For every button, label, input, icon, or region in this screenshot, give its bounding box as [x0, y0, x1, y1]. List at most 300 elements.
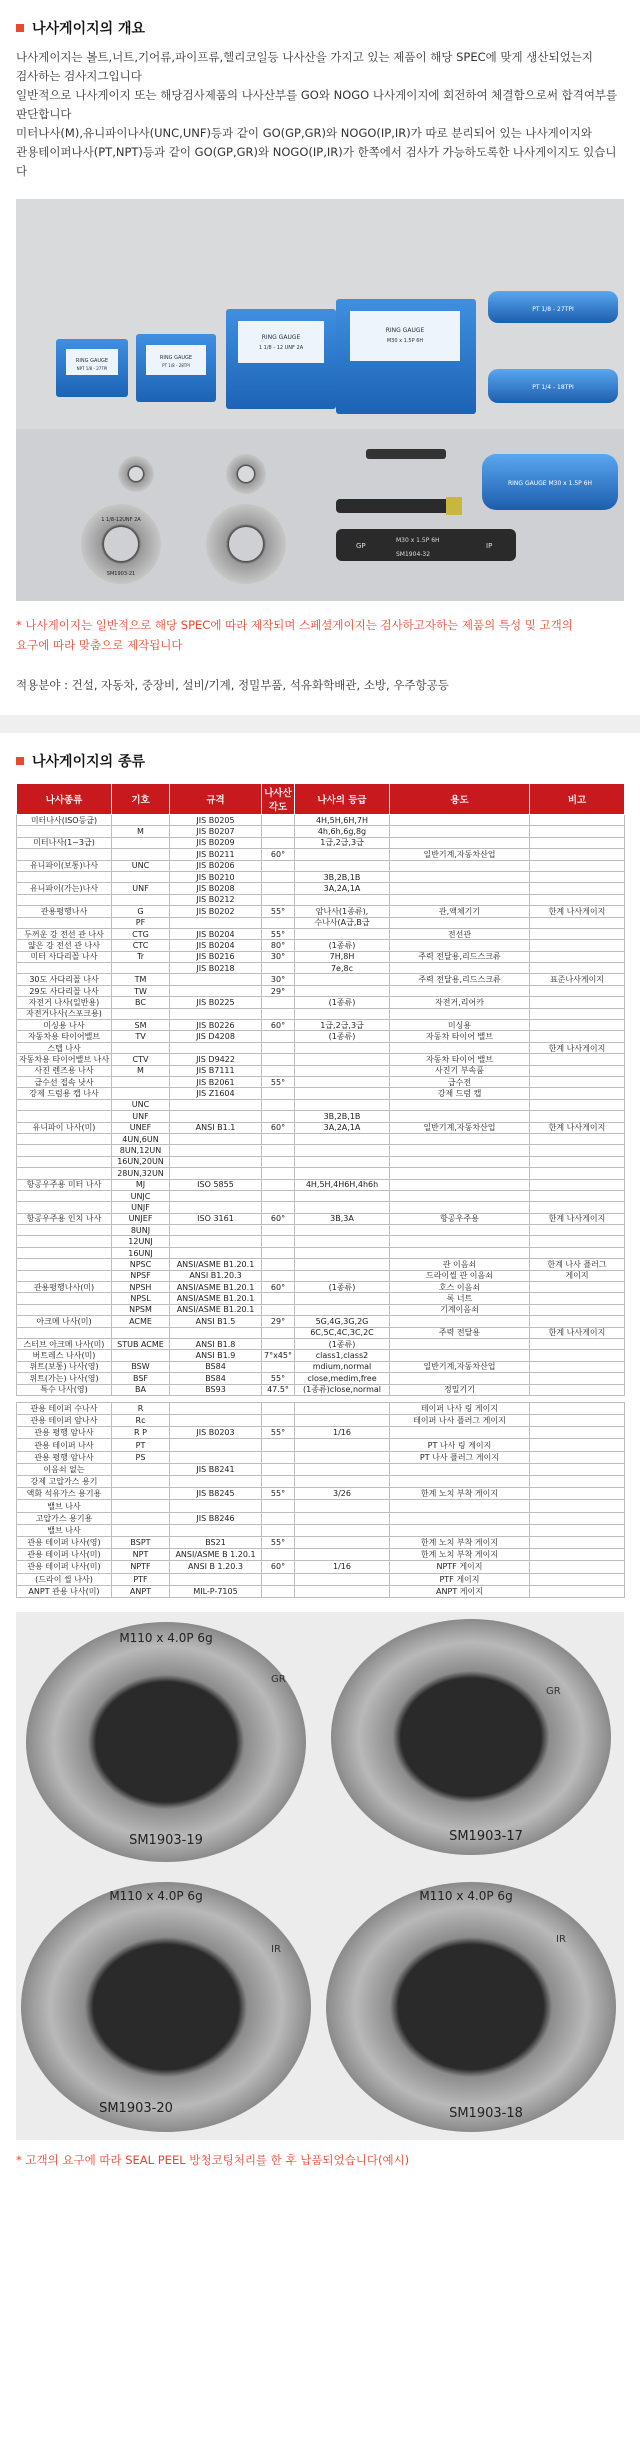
table-cell: [530, 883, 625, 894]
table-cell: 관용 테이퍼 나사(미): [17, 1561, 112, 1573]
table-cell: JIS B8246: [170, 1512, 262, 1524]
table-cell: 전선관: [390, 928, 530, 939]
table-cell: [530, 1338, 625, 1349]
box-label: RING GAUGE: [261, 334, 301, 341]
table-cell: 28UN,32UN: [112, 1168, 170, 1179]
table-row: [17, 917, 625, 928]
overview-line: 일반적으로 나사게이지 또는 해당검사제품의 나사산부를 GO와 NOGO 나사게이지에 회전하여 체결함으로써 합격여부를: [16, 88, 618, 102]
table-cell: [530, 985, 625, 996]
table-cell: [262, 1361, 295, 1372]
table-cell: [170, 1042, 262, 1053]
table-cell: [390, 917, 530, 928]
table-cell: 4H,5H,6H,7H: [295, 815, 390, 826]
table-cell: JIS B0207: [170, 826, 262, 837]
table-cell: 3B,3A: [295, 1213, 390, 1224]
table-cell: (1종류): [295, 940, 390, 951]
table-cell: [262, 1259, 295, 1270]
table-cell: [295, 1451, 390, 1463]
table-cell: [530, 1524, 625, 1536]
table-cell: 테이퍼 나사 링 게이지: [390, 1402, 530, 1414]
table-cell: 강제 드럼용 캡 나사: [17, 1088, 112, 1099]
table-cell: [262, 815, 295, 826]
table-cell: [530, 1304, 625, 1315]
table-row: [17, 1099, 625, 1110]
table-row: [17, 815, 625, 826]
table-cell: JIS B8241: [170, 1463, 262, 1475]
table-cell: NPSH: [112, 1282, 170, 1293]
table-cell: 60°: [262, 1561, 295, 1573]
table-cell: [295, 1573, 390, 1585]
table-cell: Rc: [112, 1415, 170, 1427]
table-cell: [112, 1327, 170, 1338]
table-cell: [295, 1042, 390, 1053]
table-cell: 관용 테이퍼 암나사: [17, 1415, 112, 1427]
ring-serial-label: SM1903-17: [449, 1828, 523, 1844]
table-cell: 강제 드럼 캡: [390, 1088, 530, 1099]
table-row: [17, 1213, 625, 1224]
table-cell: [530, 1561, 625, 1573]
note-line: * 나사게이지는 일반적으로 해당 SPEC에 따라 제작되며 스페셜게이지는 검사하고자하는 제품의 특성 및 고객의: [16, 618, 573, 632]
table-cell: ANSI/ASME B1.20.1: [170, 1282, 262, 1293]
table-row: [17, 940, 625, 951]
overview-title: [16, 18, 640, 38]
table-cell: 액화 석유가스 용기용: [17, 1488, 112, 1500]
table-row: [17, 1156, 625, 1167]
table-cell: [390, 815, 530, 826]
table-cell: ANSI B1.9: [170, 1350, 262, 1361]
table-cell: [390, 1236, 530, 1247]
table-cell: [390, 1008, 530, 1019]
table-cell: [390, 1476, 530, 1488]
table-cell: [530, 1361, 625, 1372]
table-cell: [295, 1524, 390, 1536]
table-row: [17, 871, 625, 882]
table-cell: [170, 1439, 262, 1451]
table-row: [17, 894, 625, 905]
table-cell: [530, 928, 625, 939]
table-cell: [530, 1179, 625, 1190]
tube-label: PT 1/4 - 18TPI: [532, 384, 574, 391]
table-cell: M: [112, 826, 170, 837]
table-cell: (1종류): [295, 1338, 390, 1349]
table-cell: [17, 1190, 112, 1201]
overview-line: 미터나사(M),유니파이나사(UNC,UNF)등과 같이 GO(GP,GR)와 NOGO(IP,IR)가 따로 분리되어 있는 나사게이지와: [16, 126, 593, 140]
table-cell: [530, 860, 625, 871]
table-cell: 3B,2B,1B: [295, 871, 390, 882]
table-cell: [17, 1236, 112, 1247]
table-cell: 미싱용 나사: [17, 1020, 112, 1031]
table-cell: [262, 1524, 295, 1536]
table-cell: ANSI B 1.20.3: [170, 1561, 262, 1573]
table-cell: [390, 1168, 530, 1179]
box-sub: NPT 1/8 - 27TPI: [76, 366, 108, 371]
table-cell: [17, 1293, 112, 1304]
table-cell: [530, 1111, 625, 1122]
table-cell: [112, 837, 170, 848]
table-cell: MJ: [112, 1179, 170, 1190]
table-cell: 주력 전달용: [390, 1327, 530, 1338]
table-cell: [170, 1236, 262, 1247]
table-cell: JIS Z1604: [170, 1088, 262, 1099]
table-cell: mdium,normal: [295, 1361, 390, 1372]
table-row: [17, 1327, 625, 1338]
table-cell: [295, 1304, 390, 1315]
table-row: [17, 849, 625, 860]
table-cell: [112, 894, 170, 905]
table-cell: STUB ACME: [112, 1338, 170, 1349]
table-row: [17, 837, 625, 848]
table-cell: JIS B0209: [170, 837, 262, 848]
table-cell: [295, 1259, 390, 1270]
table-cell: [390, 1500, 530, 1512]
table-row: [17, 860, 625, 871]
table-cell: NPSL: [112, 1293, 170, 1304]
table-cell: 관용 테이퍼 수나사: [17, 1402, 112, 1414]
table-row: [17, 1270, 625, 1281]
table-cell: UNJC: [112, 1190, 170, 1201]
table-row: [17, 826, 625, 837]
tube-label: RING GAUGE M30 x 1.5P 6H: [507, 480, 593, 487]
table-cell: 55°: [262, 1488, 295, 1500]
table-cell: 3B,2B,1B: [295, 1111, 390, 1122]
table-cell: [170, 1145, 262, 1156]
table-cell: [112, 1512, 170, 1524]
table-cell: [390, 1350, 530, 1361]
table-cell: [530, 1415, 625, 1427]
table-row: [17, 1427, 625, 1439]
table-cell: Tr: [112, 951, 170, 962]
note-line: 요구에 따라 맞춤으로 제작됩니다: [16, 638, 183, 652]
table-cell: 29도 사다리꼴 나사: [17, 985, 112, 996]
table-cell: JIS B0210: [170, 871, 262, 882]
table-cell: [170, 1190, 262, 1201]
table-cell: PS: [112, 1451, 170, 1463]
table-cell: [390, 1463, 530, 1475]
table-cell: [262, 917, 295, 928]
table-header-cell: 나사의 등급: [295, 784, 390, 815]
table-cell: [295, 1065, 390, 1076]
section-divider: [0, 715, 640, 733]
table-cell: [530, 963, 625, 974]
table-cell: [262, 1451, 295, 1463]
table-cell: [295, 1133, 390, 1144]
table-cell: [390, 1316, 530, 1327]
table-cell: 관용 테이퍼 나사(영): [17, 1536, 112, 1548]
table-cell: [530, 1247, 625, 1258]
table-cell: JIS B2061: [170, 1076, 262, 1087]
table-cell: [530, 1573, 625, 1585]
table-row: [17, 1384, 625, 1395]
table-cell: [262, 963, 295, 974]
table-cell: 한계 나사게이지: [530, 906, 625, 917]
table-cell: [295, 1076, 390, 1087]
table-cell: 스텝 나사: [17, 1042, 112, 1053]
table-cell: [17, 1247, 112, 1258]
table-row: [17, 1076, 625, 1087]
table-cell: [170, 1500, 262, 1512]
table-cell: [262, 1088, 295, 1099]
table-cell: 7°x45°: [262, 1350, 295, 1361]
table-cell: [170, 974, 262, 985]
table-row: [17, 1008, 625, 1019]
table-cell: 30도 사다리꼴 나사: [17, 974, 112, 985]
table-cell: [112, 1042, 170, 1053]
table-cell: ANPT 게이지: [390, 1585, 530, 1597]
table-row: [17, 951, 625, 962]
table-cell: [530, 1476, 625, 1488]
table-cell: [530, 826, 625, 837]
table-cell: [530, 1076, 625, 1087]
table-cell: [262, 837, 295, 848]
table-cell: 사진 렌즈용 나사: [17, 1065, 112, 1076]
table-cell: [17, 1145, 112, 1156]
table-cell: UNC: [112, 1099, 170, 1110]
table-row: [17, 1573, 625, 1585]
table-row: [17, 1524, 625, 1536]
table-cell: [262, 883, 295, 894]
table-cell: ACME: [112, 1316, 170, 1327]
table-cell: [530, 1190, 625, 1201]
table-cell: 급수선 접속 낫사: [17, 1076, 112, 1087]
table-cell: M: [112, 1065, 170, 1076]
table-cell: [112, 963, 170, 974]
table-cell: [295, 1156, 390, 1167]
tube-label: PT 1/8 - 27TPI: [532, 306, 574, 313]
table-cell: 밸브 나사: [17, 1500, 112, 1512]
table-cell: [112, 849, 170, 860]
table-cell: 47.5°: [262, 1384, 295, 1395]
table-row: [17, 1402, 625, 1414]
table-cell: close,medim,free: [295, 1373, 390, 1384]
table-cell: ANSI B1.8: [170, 1338, 262, 1349]
table-cell: [262, 1402, 295, 1414]
table-cell: [530, 1020, 625, 1031]
table-cell: ANSI/ASME B1.20.1: [170, 1293, 262, 1304]
table-cell: [390, 1190, 530, 1201]
product-photo-gauges: [16, 199, 624, 601]
table-body-taper: [17, 1402, 625, 1597]
ring-photo-svg: [16, 1612, 624, 2140]
table-cell: 일반기계,자동차산업: [390, 1122, 530, 1133]
table-cell: [390, 1524, 530, 1536]
table-row: [17, 1247, 625, 1258]
table-cell: [390, 1156, 530, 1167]
table-cell: BSW: [112, 1361, 170, 1372]
table-cell: [530, 1054, 625, 1065]
table-cell: [390, 1512, 530, 1524]
table-cell: 아크메 나사(미): [17, 1316, 112, 1327]
table-cell: [295, 1145, 390, 1156]
table-cell: PT 나사 링 게이지: [390, 1439, 530, 1451]
box-sub: 1 1/8 - 12 UNF 2A: [258, 345, 304, 351]
ring-side-label: GR: [546, 1685, 561, 1697]
table-row: [17, 1225, 625, 1236]
table-cell: [295, 849, 390, 860]
table-cell: [530, 1293, 625, 1304]
plug-label: M30 x 1.5P 6H: [396, 537, 440, 544]
table-cell: [262, 1031, 295, 1042]
table-cell: 6C,5C,4C,3C,2C: [295, 1327, 390, 1338]
table-cell: TW: [112, 985, 170, 996]
table-row: [17, 1168, 625, 1179]
table-row: [17, 1463, 625, 1475]
table-cell: 미터나사(ISO등급): [17, 815, 112, 826]
table-cell: R P: [112, 1427, 170, 1439]
table-cell: BS84: [170, 1361, 262, 1372]
table-row: [17, 1202, 625, 1213]
table-cell: 한계 노치 부착 게이지: [390, 1536, 530, 1548]
table-cell: BS84: [170, 1373, 262, 1384]
table-cell: [17, 1133, 112, 1144]
table-row: [17, 1190, 625, 1201]
table-cell: NPSM: [112, 1304, 170, 1315]
table-cell: ANSI B1.20.3: [170, 1270, 262, 1281]
table-cell: [170, 985, 262, 996]
table-cell: [262, 1304, 295, 1315]
table-row: [17, 1500, 625, 1512]
table-cell: [530, 1451, 625, 1463]
table-cell: 유니파이(보통)나사: [17, 860, 112, 871]
table-cell: ANPT 관용 나사(미): [17, 1585, 112, 1597]
table-cell: [262, 1439, 295, 1451]
table-cell: BSF: [112, 1373, 170, 1384]
table-cell: [295, 894, 390, 905]
table-cell: [295, 1439, 390, 1451]
table-row: [17, 1549, 625, 1561]
table-cell: JIS B0202: [170, 906, 262, 917]
table-cell: 한계 나사게이지: [530, 1327, 625, 1338]
table-cell: [530, 1168, 625, 1179]
table-cell: 60°: [262, 1282, 295, 1293]
table-cell: [262, 860, 295, 871]
table-cell: [530, 997, 625, 1008]
table-cell: [390, 826, 530, 837]
table-cell: [390, 963, 530, 974]
table-row: [17, 1020, 625, 1031]
table-cell: [262, 1145, 295, 1156]
ring-serial-label: SM1903-18: [449, 2105, 523, 2121]
table-cell: 일반기계,자동차산업: [390, 849, 530, 860]
table-row: [17, 883, 625, 894]
ring-spec-label: M110 x 4.0P 6g: [119, 1630, 213, 1645]
table-cell: [295, 1415, 390, 1427]
table-row: [17, 1122, 625, 1133]
table-cell: JIS B0226: [170, 1020, 262, 1031]
table-cell: 사진기 부속품: [390, 1065, 530, 1076]
table-cell: [262, 1133, 295, 1144]
table-cell: 이음쇠 없는: [17, 1463, 112, 1475]
table-cell: [112, 1463, 170, 1475]
table-cell: JIS B0212: [170, 894, 262, 905]
table-cell: 한계 나사게이지: [530, 1213, 625, 1224]
applications-text: 적용분야 : 건설, 자동차, 중장비, 설비/기계, 정밀부품, 석유화학배관, 소방, 우주항공등: [16, 678, 449, 692]
table-row: [17, 1536, 625, 1548]
table-cell: [390, 1133, 530, 1144]
ring-gauge-2: [331, 1619, 611, 1855]
table-cell: ANSI/ASME B1.20.1: [170, 1259, 262, 1270]
table-cell: [295, 1088, 390, 1099]
table-cell: [295, 1168, 390, 1179]
table-cell: [262, 1099, 295, 1110]
table-cell: [390, 883, 530, 894]
table-cell: [530, 1350, 625, 1361]
table-row: [17, 1282, 625, 1293]
table-body-main: [17, 815, 625, 1100]
table-cell: 80°: [262, 940, 295, 951]
product-photo-svg: [16, 199, 624, 601]
table-row: [17, 1179, 625, 1190]
table-cell: [17, 1099, 112, 1110]
table-header-cell: 용도: [390, 784, 530, 815]
table-cell: PF: [112, 917, 170, 928]
table-cell: [295, 1536, 390, 1548]
taper-table: [16, 1402, 625, 1598]
table-cell: CTC: [112, 940, 170, 951]
table-row: [17, 1451, 625, 1463]
table-cell: 8UNJ: [112, 1225, 170, 1236]
bullet-square-icon: [16, 24, 24, 32]
table-cell: 자전거나사(스포크용): [17, 1008, 112, 1019]
table-row: [17, 1512, 625, 1524]
table-cell: 한계 나사게이지: [530, 1122, 625, 1133]
table-row: [17, 1031, 625, 1042]
table-cell: BS21: [170, 1536, 262, 1548]
table-cell: 7H,8H: [295, 951, 390, 962]
table-cell: [530, 1202, 625, 1213]
table-cell: [390, 871, 530, 882]
table-cell: [530, 894, 625, 905]
table-cell: 29°: [262, 985, 295, 996]
table-cell: [390, 1099, 530, 1110]
table-cell: PT: [112, 1439, 170, 1451]
table-cell: [17, 1304, 112, 1315]
table-cell: [530, 1549, 625, 1561]
table-cell: 강제 고압가스 용기: [17, 1476, 112, 1488]
table-cell: [390, 837, 530, 848]
table-cell: 게이지: [530, 1270, 625, 1281]
ring-label: SM1903-21: [106, 571, 136, 577]
table-row: [17, 1476, 625, 1488]
table-cell: UNF: [112, 883, 170, 894]
table-cell: [17, 849, 112, 860]
table-cell: 록 너트: [390, 1293, 530, 1304]
table-cell: [262, 1247, 295, 1258]
table-cell: 1/16: [295, 1427, 390, 1439]
table-cell: NPSF: [112, 1270, 170, 1281]
table-row: [17, 1145, 625, 1156]
table-cell: [530, 1225, 625, 1236]
thread-types-table: [16, 783, 625, 1396]
table-cell: 얇은 강 전선 관 나사: [17, 940, 112, 951]
table-cell: JIS B7111: [170, 1065, 262, 1076]
ring-spec-label: M110 x 4.0P 6g: [419, 1888, 513, 1903]
table-cell: 암나사(1종류),: [295, 906, 390, 917]
table-cell: [170, 1168, 262, 1179]
table-cell: JIS B0208: [170, 883, 262, 894]
table-cell: [295, 1225, 390, 1236]
table-cell: [170, 917, 262, 928]
table-row: [17, 1293, 625, 1304]
table-row: [17, 1259, 625, 1270]
table-cell: [17, 1225, 112, 1236]
table-cell: [17, 894, 112, 905]
table-row: [17, 974, 625, 985]
table-row: [17, 1304, 625, 1315]
table-cell: [262, 1463, 295, 1475]
table-cell: [112, 1076, 170, 1087]
table-cell: [17, 1156, 112, 1167]
table-cell: 한계 노치 부착 게이지: [390, 1549, 530, 1561]
